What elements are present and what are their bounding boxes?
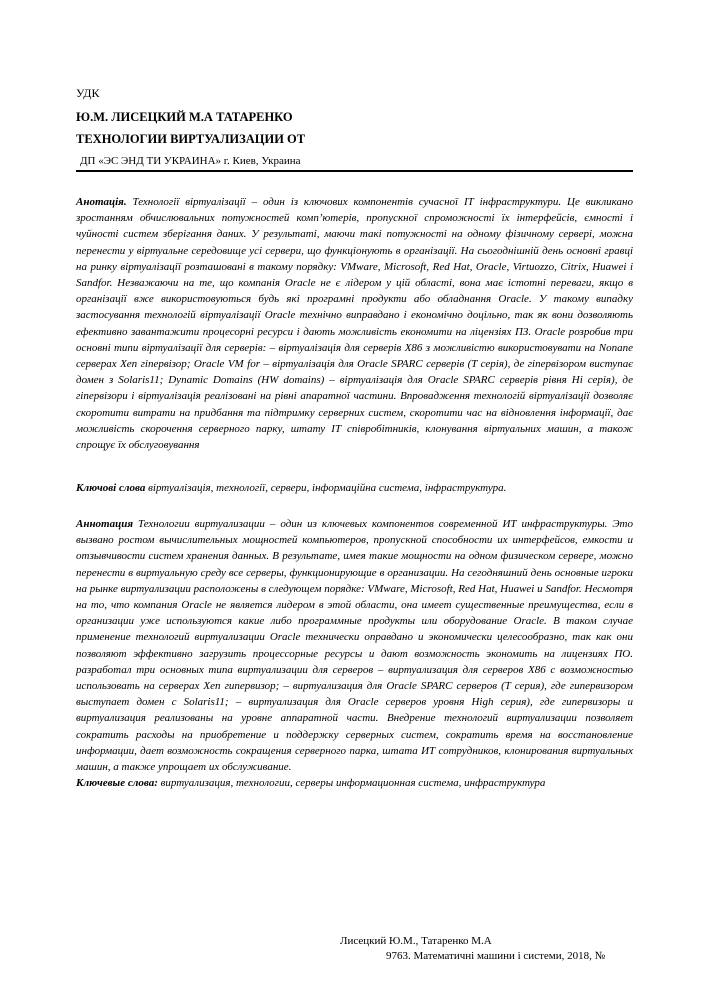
authors-line: Ю.М. ЛИСЕЦКИЙ М.А ТАТАРЕНКО [76,110,293,124]
udk-label: УДК [76,86,100,100]
abstract-ru-text: Технологии виртуализации – один из ключевых компонентов современной ИТ инфраструктуры. Это вызвано ростом вычислительных мощностей компьютеров, пропускной способности их интерфейсов, емкости и отзывчивости систем хранения данных. В результате, имея такие мощности на одном физическом сервере, можно перенести в виртуальную среду все серверы, функционирующие в организации. На сегодняшний день основные игроки на рынке виртуализации расположены в следующем порядке: VMware, Microsoft, Red Hat, Huawei и Sandfor. Несмотря на то, что компания Oracle не является лидером в этой области, она имеет существенные преимущества, если в организации уже используются какие либо программные продукты или оборудование Oracle. В таком случае применение технологий виртуализации Oracle технически оправдано и экономически целесообразно, так как они позволяют эффективно загрузить процессорные ресурсы и дают возможность экономить на лицензиях ПО. разработал три основных типа виртуализации для серверов – виртуализация для серверов Х86 с возможностью использовать на серверах Xen гипервизор; – виртуализация для Oracle SPARC серверов (T серия), где гипервизором выступает домен с Solaris11; – виртуализация для Oracle серверов уровня High серия), где гипервизоры и виртуализация реализованы на уровне аппаратной части. Внедрение технологий виртуализации позволяет сократить расходы на приобретение и поддержку серверных систем, сократить время на восстановление информации, дает возможность сокращения серверного парка, штата ИТ сотрудников, клонирования виртуальных машин, а также упрощает их обслуживание. [76,518,633,774]
abstract-ua-text: Технології віртуалізації – один із ключових компонентів сучасної ІТ інфраструктури. Це викликано зростанням обчислювальних потужностей комп’ютерів, пропускної спроможності їх інтерфейсів, ємності і чуйності систем зберігання даних. У результаті, маючи такі потужності на одному фізичному сервері, можна перенести у віртуальне середовище усі сервери, що функціонують в організації. На сьогоднішній день основні гравці на ринку віртуалізації розташовані в такому порядку: VMware, Microsoft, Red Hat, Oracle, Virtuozzo, Citrix, Huawei і Sandfor. Незважаючи на те, що компанія Oracle не є лідером у цій області, вона має істотні переваги, якщо в організації вже використовуються будь які програмні продукти або обладнання Oracle. У такому випадку застосування технологій віртуалізації Oracle технічно виправдано і економічно доцільно, так як вони дозволяють ефективно завантажити процесорні ресурси і дають можливість економити на ліцензіях ПЗ. Oracle розробив три основні типи віртуалізації для серверів: – віртуалізація для серверів Х86 з можливістю використовувати на Nonane серверах Xen гіпервізор; Oracle VM for – віртуалізація для Oracle SPARC серверів (T серія), де гіпервізором виступає домен з Solaris11; Dynamic Domains (HW domains) – віртуалізація для Oracle SPARC серверів рівня Hi серія), де гіпервізори і віртуалізація реалізовані на рівні апаратної частини. Впровадження технологій віртуалізації дозволяє скоротити витрати на придбання та підтримку серверних систем, скоротити час на відновлення інформації, дає можливість скорочення серверного парку, штату IT співробітників, клонування віртуальних машин, а також спрощує їх обслуговування [76,196,633,452]
keywords-ua-text: віртуалізація, технології, сервери, інформаційна система, інфраструктура. [145,482,507,494]
keywords-ru-text: виртуализация, технологии, серверы информационная система, инфраструктура [157,777,546,790]
paper-title: ТЕХНОЛОГИИ ВИРТУАЛИЗАЦИИ ОТ [76,132,306,146]
affiliation-line: ДП «ЭС ЭНД ТИ УКРАИНА» г. Киев, Украина [80,155,301,167]
header-divider [76,170,633,172]
abstract-ru-label: Аннотация [76,518,134,530]
keywords-ru-label: Ключевые слова: [76,777,158,790]
abstract-ua [76,194,633,453]
abstract-ru [76,516,633,791]
abstract-ua-label: Анотація. [76,196,127,208]
keywords-ua-label: Ключові слова [76,482,146,494]
keywords-ua [76,482,633,494]
footer-authors: Лисецкий Ю.М., Татаренко М.А [340,935,492,947]
footer-journal: 9763. Математичні машини і системи, 2018, № [386,950,606,962]
